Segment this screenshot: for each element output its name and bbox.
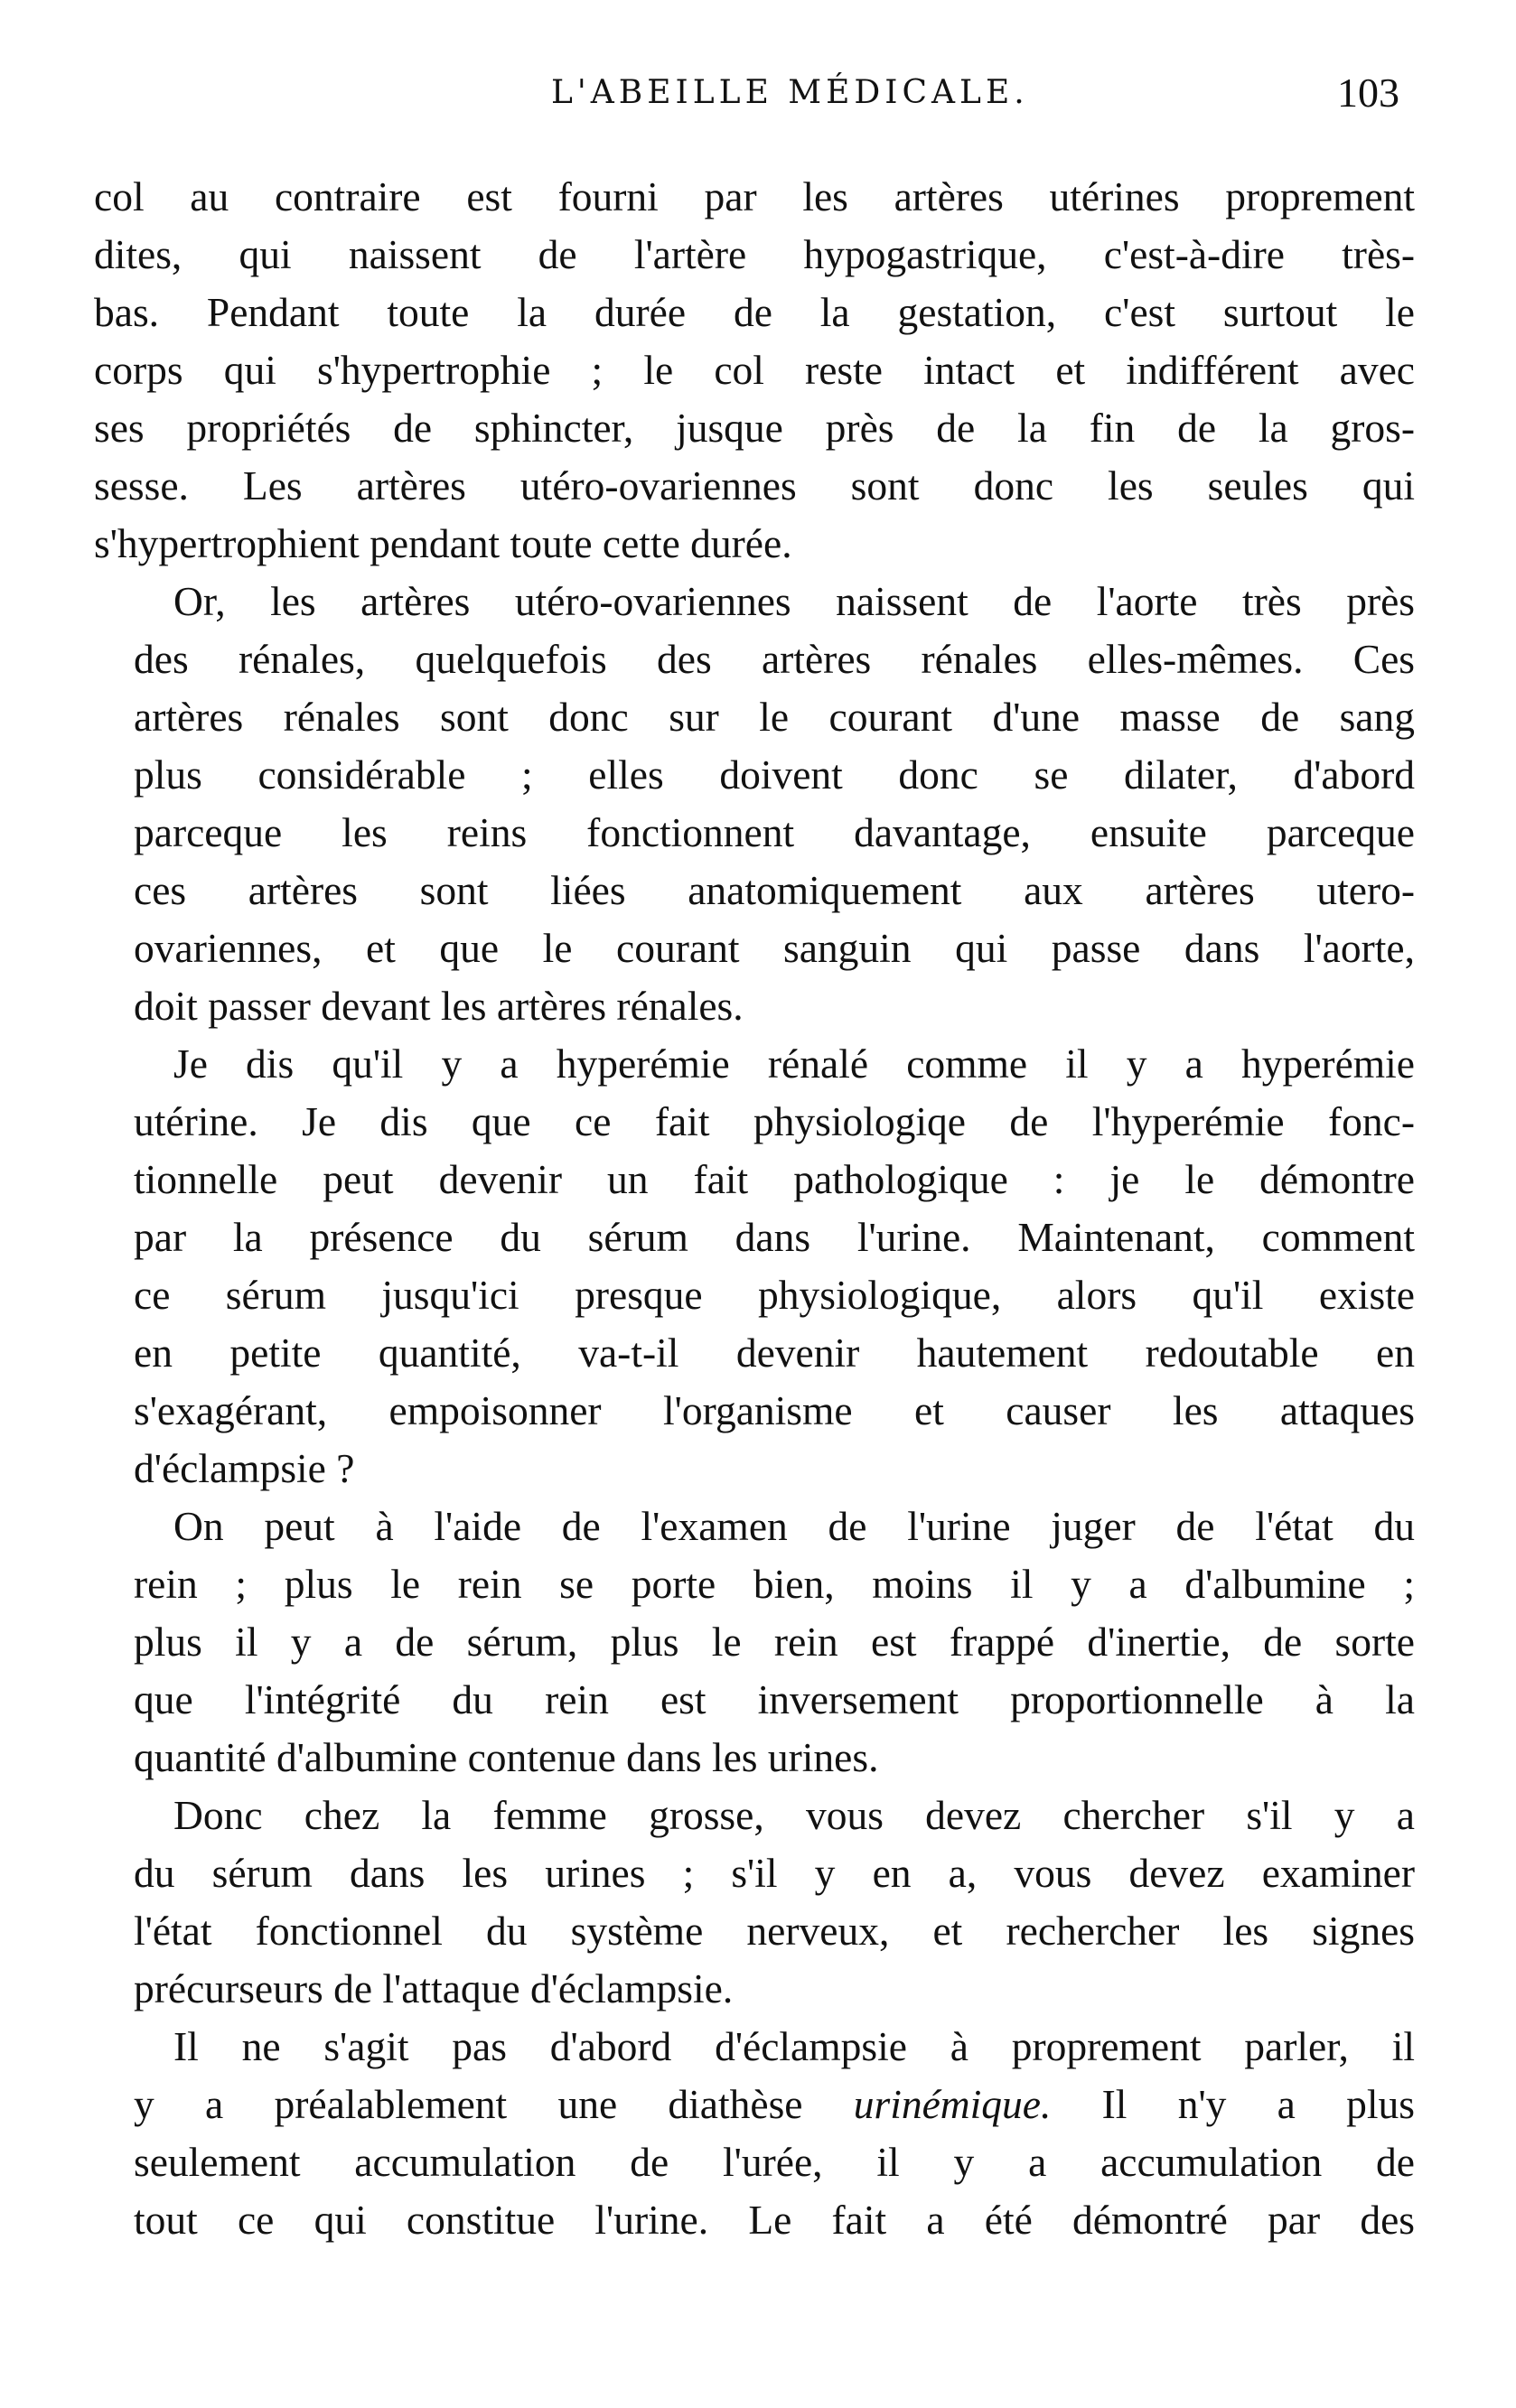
text-line: tionnelle peut devenir un fait pathologique : je le démontre: [134, 1156, 1415, 1202]
text-line: s'hypertrophient pendant toute cette durée.: [94, 520, 792, 566]
text-segment: y a préalablement une diathèse: [134, 2081, 854, 2127]
text-line: Je dis qu'il y a hyperémie rénalé comme il y a hyperémie: [173, 1041, 1415, 1087]
running-head: [0, 70, 1516, 128]
paragraph: [94, 1498, 1415, 1787]
paragraph: [94, 1035, 1415, 1498]
text-line: plus il y a de sérum, plus le rein est frappé d'inertie, de sorte: [134, 1619, 1415, 1665]
text-line: rein ; plus le rein se porte bien, moins il y a d'albumine ;: [134, 1561, 1415, 1607]
text-line: artères rénales sont donc sur le courant d'une masse de sang: [134, 694, 1415, 740]
text-line: s'exagérant, empoisonner l'organisme et causer les attaques: [134, 1387, 1415, 1433]
italic-term: urinémique.: [853, 2081, 1052, 2127]
paragraph: [94, 2018, 1415, 2249]
text-line: ces artères sont liées anatomiquement aux artères utero-: [134, 867, 1415, 913]
text-line: plus considérable ; elles doivent donc se dilater, d'abord: [134, 751, 1415, 798]
text-line: ovariennes, et que le courant sanguin qui passe dans l'aorte,: [134, 925, 1415, 971]
text-line: On peut à l'aide de l'examen de l'urine juger de l'état du: [173, 1503, 1415, 1549]
text-line: dites, qui naissent de l'artère hypogastrique, c'est-à-dire très-: [94, 231, 1415, 277]
text-line: utérine. Je dis que ce fait physiologiqe de l'hyperémie fonc-: [134, 1098, 1415, 1144]
paragraph: [94, 573, 1415, 1035]
text-line: précurseurs de l'attaque d'éclampsie.: [134, 1965, 734, 2011]
paragraph: [94, 1787, 1415, 2018]
paragraph: [94, 168, 1415, 573]
text-segment: Il n'y a plus: [1051, 2081, 1415, 2127]
text-line: que l'intégrité du rein est inversement proportionnelle à la: [134, 1676, 1415, 1722]
text-line: par la présence du sérum dans l'urine. Maintenant, comment: [134, 1214, 1415, 1260]
text-line: col au contraire est fourni par les artères utérines proprement: [94, 173, 1415, 219]
text-line: corps qui s'hypertrophie ; le col reste intact et indifférent avec: [94, 347, 1415, 393]
text-line: ses propriétés de sphincter, jusque près de la fin de la gros-: [94, 405, 1415, 451]
text-line: Or, les artères utéro-ovariennes naissent de l'aorte très près: [173, 578, 1415, 624]
text-line: doit passer devant les artères rénales.: [134, 983, 744, 1029]
text-line: parceque les reins fonctionnent davantage, ensuite parceque: [134, 809, 1415, 855]
page-number: 103: [1337, 70, 1399, 116]
text-line: l'état fonctionnel du système nerveux, et rechercher les signes: [134, 1908, 1415, 1954]
text-line: Donc chez la femme grosse, vous devez chercher s'il y a: [173, 1792, 1415, 1838]
text-line: des rénales, quelquefois des artères rénales elles-mêmes. Ces: [134, 636, 1415, 682]
text-line: Il ne s'agit pas d'abord d'éclampsie à proprement parler, il: [173, 2023, 1415, 2069]
text-line: [94, 2076, 1415, 2133]
text-line: d'éclampsie ?: [134, 1445, 355, 1491]
running-title: L'ABEILLE MÉDICALE.: [551, 74, 1029, 111]
text-line: bas. Pendant toute la durée de la gestation, c'est surtout le: [94, 289, 1415, 335]
text-line: sesse. Les artères utéro-ovariennes sont donc les seules qui: [94, 462, 1415, 509]
text-line: quantité d'albumine contenue dans les urines.: [134, 1734, 879, 1780]
text-line: tout ce qui constitue l'urine. Le fait a été démontré par des: [134, 2197, 1415, 2243]
body-text: [94, 168, 1415, 2249]
text-line: du sérum dans les urines ; s'il y en a, vous devez examiner: [134, 1850, 1415, 1896]
text-line: en petite quantité, va-t-il devenir hautement redoutable en: [134, 1330, 1415, 1376]
text-line: seulement accumulation de l'urée, il y a accumulation de: [134, 2139, 1415, 2185]
text-line: ce sérum jusqu'ici presque physiologique, alors qu'il existe: [134, 1272, 1415, 1318]
